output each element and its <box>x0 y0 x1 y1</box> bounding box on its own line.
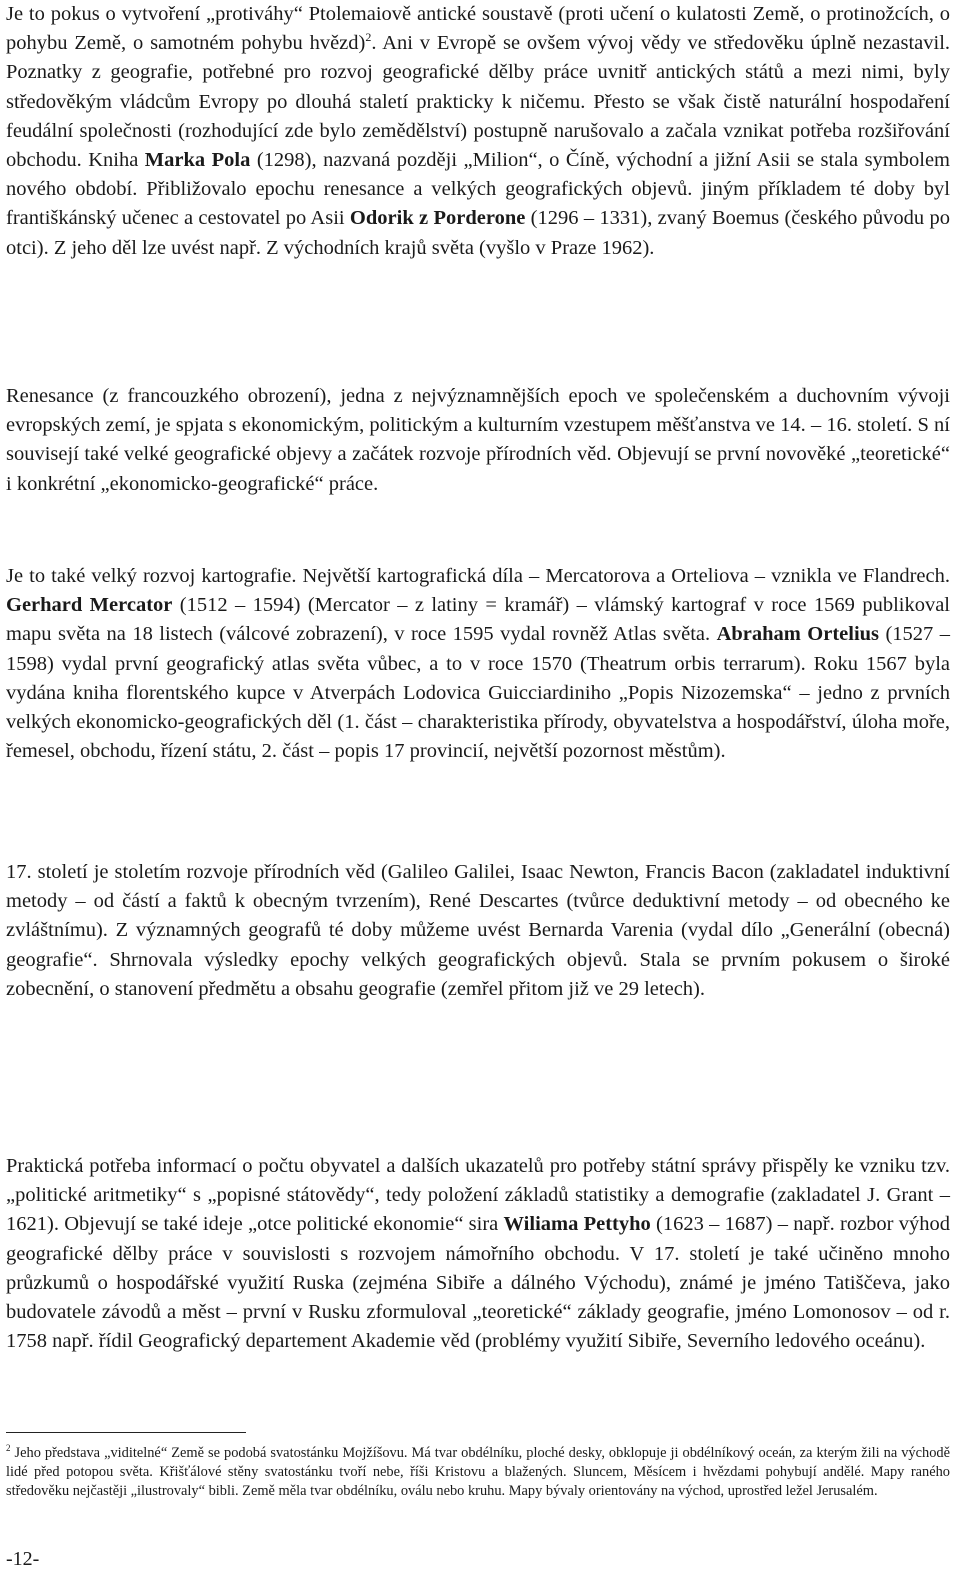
text-run: (1296 – 1331), zvaný Boemus (českého původu po otci). Z jeho děl lze uvést např. Z východních krajů světa (vyšlo v Praze 1962). <box>6 207 950 259</box>
footnote-reference[interactable]: 2 <box>365 30 372 45</box>
paragraph-2: Renesance (z francouzkého obrození), jedna z nejvýznamnějších epoch ve společenském a duchovním vývoji evropských zemí, je spjata s ekonomickým, politickým a kulturním vzestupem měšťanstva ve 14. – 16. století. S ní souvisejí také velké geografické objevy a začátek rozvoje přírodních věd. Objevují se první novověké „teoretické“ i konkrétní „ekonomicko-geografické“ práce. <box>6 385 950 495</box>
text-run: Je to pokus o vytvoření „protiváhy“ Ptolemaiově antické soustavě (proti učení o kulatosti Země, o protinožcích, o pohybu Země, o samotném pohybu hvězd) <box>6 3 950 55</box>
text-run: . Ani v Evropě se ovšem vývoj vědy ve středověku úplně nezastavil. Poznatky z geografie, potřebné pro rozvoj geografické dělby práce uvnitř antických států a mezi nimi, byly středověkým vládcům Evropy po dlouhá staletí prakticky k ničemu. Přesto se však čistě naturální hospodaření feudální společnosti (rozhodující zde bylo zemědělství) postupně narušovalo a začala vznikat potřeba rozšiřování obchodu. Kniha <box>6 32 951 172</box>
footnote <box>6 1444 950 1502</box>
name-gerhard-mercator: Gerhard Mercator <box>6 594 173 617</box>
footnote-text: Jeho představa „viditelné“ Země se podobá svatostánku Mojžíšovu. Má tvar obdélníku, ploché desky, obklopuje ji obdélníkový oceán, za kterým žili na východě lidé před potopou světa. Křišťálové stěny svatostánku tvoří nebe, říši Kristovu a blažených. Sluncem, Měsícem i hvězdami pohybují andělé. Mapy raného středověku nejčastěji „ilustrovaly“ bibli. Země měla tvar obdélníku, oválu nebo kruhu. Mapy bývaly orientovány na východ, uprostřed ležel Jerusalém. <box>6 1445 950 1500</box>
name-marka-pola: Marka Pola <box>144 149 251 172</box>
paragraph-3 <box>6 562 950 766</box>
text-run: Praktická potřeba informací o počtu obyvatel a dalších ukazatelů pro potřeby státní správy přispěly ke vzniku tzv. „politické aritmetiky“ s „popisné státovědy“, tedy položení základů statistiky a demografie (zakladatel J. Grant – 1621). Objevují se také ideje „otce politické ekonomie“ sira <box>6 1155 950 1236</box>
paragraph-4: 17. století je stoletím rozvoje přírodních věd (Galileo Galilei, Isaac Newton, Francis Bacon (zakladatel induktivní metody – od částí a faktů k obecným tvrzením), René Descartes (tvůrce deduktivní metody – od obecného ke zvláštnímu). Z významných geografů té doby můžeme uvést Bernarda Varenia (vydal dílo „Generální (obecná) geografie“. Shrnovala výsledky epochy velkých geografických objevů. Stala se prvním pokusem o široké zobecnění, o stanovení předmětu a obsahu geografie (zemřel přitom již ve 29 letech). <box>6 861 950 1000</box>
name-abraham-ortelius: Abraham Ortelius <box>716 623 880 646</box>
footnote-number: 2 <box>6 1443 11 1454</box>
paragraph-5 <box>6 1152 950 1356</box>
text-run: (1623 – 1687) – např. rozbor výhod geografické dělby práce v souvislosti s rozvojem námořního obchodu. V 17. století je také učiněno mnoho průzkumů o hospodářské využití Ruska (zejména Sibiře a dálného Východu), známé je jméno Tatiščeva, jako budovatele závodů a měst – první v Rusku zformuloval „teoretické“ základy geografie, jméno Lomonosov – od r. 1758 např. řídil Geografický departement Akademie věd (problémy využití Sibiře, Severního ledového oceánu). <box>6 1213 951 1353</box>
text-run: (1512 – 1594) (Mercator – z latiny = kramář) – vlámský kartograf v roce 1569 publikoval mapu světa na 18 listech (válcové zobrazení), v roce 1595 vydal rovněž Atlas světa. <box>6 594 950 646</box>
text-run: Je to také velký rozvoj kartografie. Největší kartografická díla – Mercatorova a Orteliova – vznikla ve Flandrech. <box>6 565 950 587</box>
name-odorik-z-porderone: Odorik z Porderone <box>349 207 526 230</box>
paragraph-1 <box>6 0 950 263</box>
text-run: (1298), nazvaná později „Milion“, o Číně, východní a jižní Asii se stala symbolem nového období. Přibližovalo epochu renesance a velkých geografických objevů. jiným příkladem té doby byl františkánský učenec a cestovatel po Asii <box>6 149 950 230</box>
page-number: -12- <box>6 1548 40 1570</box>
footnote-separator <box>6 1432 246 1433</box>
text-run: (1527 – 1598) vydal první geografický atlas světa vůbec, a to v roce 1570 (Theatrum orbis terrarum). Roku 1567 byla vydána kniha florentského kupce v Atverpách Lodovica Guicciardiniho „Popis Nizozemska“ – jedno z prvních velkých ekonomicko-geografických děl (1. část – charakteristika přírody, obyvatelstva a hospodářství, úloha moře, řemesel, obchodu, řízení státu, 2. část – popis 17 provincií, největší pozornost městům). <box>6 623 950 763</box>
name-wiliama-pettyho: Wiliama Pettyho <box>503 1213 651 1236</box>
